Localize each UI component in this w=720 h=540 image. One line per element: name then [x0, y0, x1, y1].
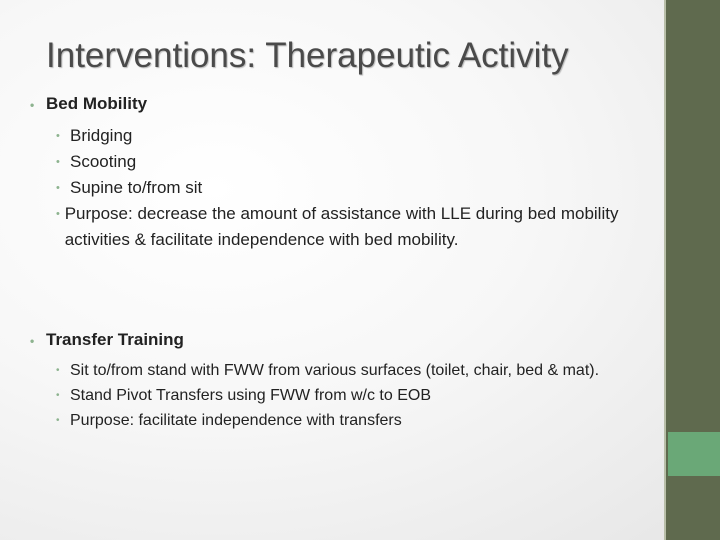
list-item-text: Scooting — [70, 152, 137, 171]
bullet-icon: • — [30, 98, 35, 112]
section-transfer-training — [30, 330, 646, 434]
list-item — [56, 149, 656, 175]
list-item — [56, 175, 656, 201]
slide-title: Interventions: Therapeutic Activity — [46, 36, 569, 75]
list-item — [56, 201, 656, 253]
bullet-icon: • — [56, 208, 60, 220]
section-heading-row — [30, 330, 646, 350]
section-heading: Bed Mobility — [46, 94, 148, 113]
bullet-icon: • — [56, 130, 60, 142]
bullet-icon: • — [30, 334, 35, 348]
bullet-list — [56, 123, 656, 253]
bullet-icon: • — [56, 415, 60, 426]
list-item-text: Bridging — [70, 126, 133, 145]
list-item-text: Purpose: decrease the amount of assistance with LLE during bed mobility activities & facilitate independence with bed mobility. — [64, 204, 619, 249]
list-item — [56, 409, 646, 432]
section-heading-row — [30, 94, 656, 114]
list-item — [56, 384, 646, 407]
list-item-text: Stand Pivot Transfers using FWW from w/c to EOB — [70, 387, 431, 404]
bullet-icon: • — [56, 365, 60, 376]
list-item-text: Sit to/from stand with FWW from various surfaces (toilet, chair, bed & mat). — [70, 362, 600, 379]
bullet-icon: • — [56, 182, 60, 194]
section-heading: Transfer Training — [46, 330, 184, 349]
bullet-icon: • — [56, 156, 60, 168]
list-item — [56, 123, 656, 149]
sidebar-accent-block — [668, 432, 720, 476]
list-item — [56, 359, 646, 382]
section-bed-mobility — [30, 94, 656, 253]
bullet-list — [56, 359, 646, 432]
bullet-icon: • — [56, 390, 60, 401]
list-item-text: Purpose: facilitate independence with transfers — [70, 412, 402, 429]
list-item-text: Supine to/from sit — [70, 178, 203, 197]
